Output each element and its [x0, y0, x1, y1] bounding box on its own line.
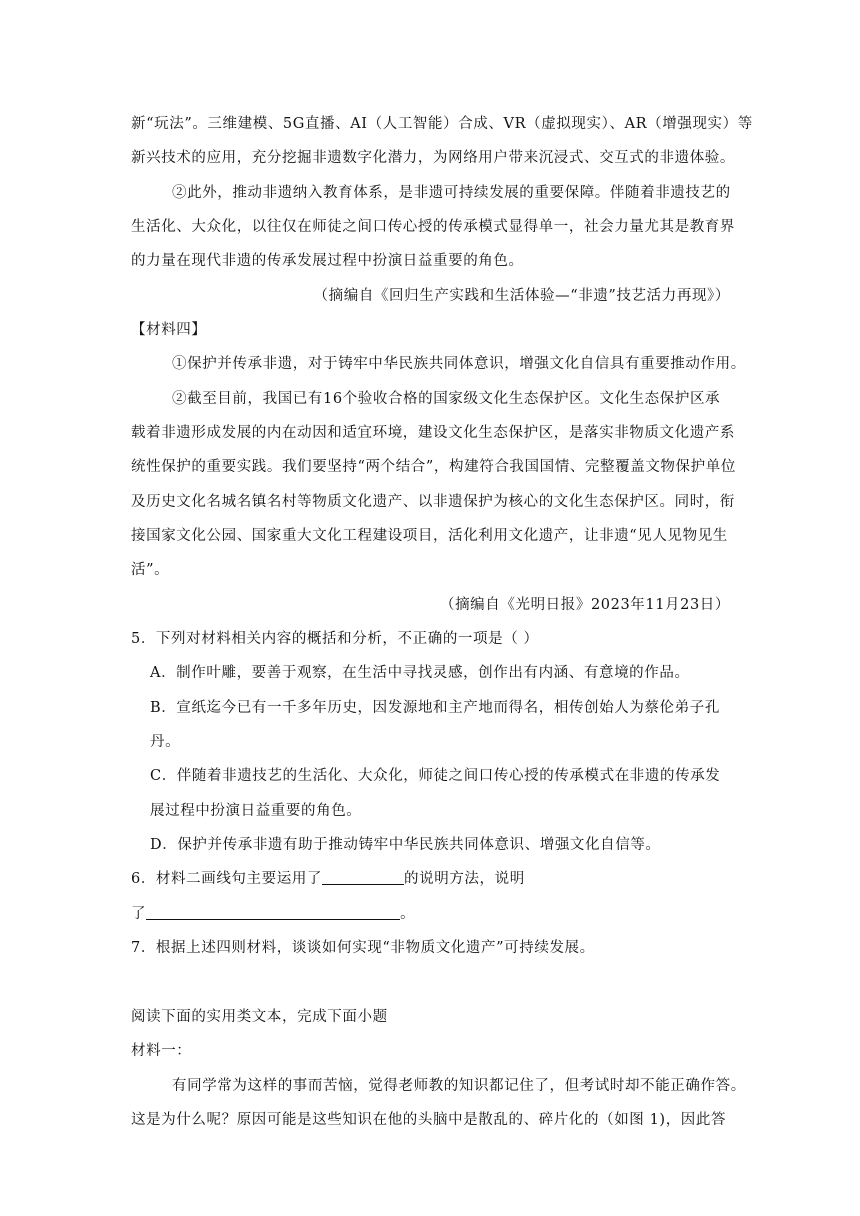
- question-5-option-c-line2: 展过程中扮演日益重要的角色。: [150, 803, 362, 819]
- material4-p2-line1: ②截至目前，我国已有16个验收合格的国家级文化生态保护区。文化生态保护区承: [172, 391, 721, 407]
- question-6-line1: [131, 867, 731, 888]
- material3-source: （摘编自《回归生产实践和生活体验—“非遗”技艺活力再现》）: [313, 288, 730, 304]
- material4-source: （摘编自《光明日报》2023年11月23日）: [439, 597, 730, 613]
- material4-p2-line3: 统性保护的重要实践。我们要坚持“两个结合”，构建符合我国国情、完整覆盖文物保护单位: [131, 459, 736, 475]
- question-5-option-d: D．保护并传承非遗有助于推动铸牢中华民族共同体意识、增强文化自信等。: [150, 837, 661, 853]
- material4-p2-line2: 载着非遗形成发展的内在动因和适宜环境，建设文化生态保护区，是落实非物质文化遗产系: [131, 425, 735, 441]
- material3-p2-line1: ②此外，推动非遗纳入教育体系，是非遗可持续发展的重要保障。伴随着非遗技艺的: [172, 185, 731, 201]
- question-6-line2: [131, 902, 731, 923]
- material4-heading: 【材料四】: [131, 322, 207, 338]
- question-6-blank-1[interactable]: [322, 870, 404, 885]
- question-6-text-2: 的说明方法，说明: [404, 871, 525, 887]
- reading-material1-label: 材料一：: [131, 1043, 192, 1059]
- question-5-option-a: A．制作叶雕，要善于观察，在生活中寻找灵感，创作出有内涵、有意境的作品。: [150, 665, 690, 681]
- material3-p1-line1: 新“玩法”。三维建模、5G直播、AI（人工智能）合成、VR（虚拟现实）、AR（增强现实）等: [131, 116, 753, 132]
- material3-p2-line3: 的力量在现代非遗的传承发展过程中扮演日益重要的角色。: [131, 253, 524, 269]
- question-5-option-c-line1: C．伴随着非遗技艺的生活化、大众化，师徒之间口传心授的传承模式在非遗的传承发: [150, 768, 721, 784]
- question-6-text-3: 了: [131, 906, 147, 922]
- question-7-stem: 7．根据上述四则材料，谈谈如何实现“非物质文化遗产”可持续发展。: [131, 940, 595, 956]
- question-5-option-b-line2: 丹。: [150, 734, 181, 750]
- question-6-blank-2[interactable]: [146, 905, 400, 920]
- reading-material1-line2: 这是为什么呢？原因可能是这些知识在他的头脑中是散乱的、碎片化的（如图 1)，因此答: [131, 1112, 727, 1128]
- reading-instruction: 阅读下面的实用类文本，完成下面小题: [131, 1009, 388, 1025]
- question-5-option-b-line1: B．宣纸迄今已有一千多年历史，因发源地和主产地而得名，相传创始人为蔡伦弟子孔: [150, 700, 720, 716]
- material3-p1-line2: 新兴技术的应用，充分挖掘非遗数字化潜力，为网络用户带来沉浸式、交互式的非遗体验。: [131, 150, 735, 166]
- material4-p2-line5: 接国家文化公园、国家重大文化工程建设项目，活化利用文化遗产，让非遗“见人见物见生: [131, 528, 728, 544]
- question-6-text-4: 。: [400, 906, 416, 922]
- question-6-text-1: 6．材料二画线句主要运用了: [131, 871, 323, 887]
- reading-material1-line1: 有同学常为这样的事而苦恼，觉得老师教的知识都记住了，但考试时却不能正确作答。: [172, 1078, 746, 1094]
- material4-p2-line6: 活”。: [131, 562, 170, 578]
- question-5-stem: 5．下列对材料相关内容的概括和分析，不正确的一项是（ ）: [131, 631, 539, 647]
- material4-p1: ①保护并传承非遗，对于铸牢中华民族共同体意识，增强文化自信具有重要推动作用。: [172, 356, 746, 372]
- material3-p2-line2: 生活化、大众化，以往仅在师徒之间口传心授的传承模式显得单一，社会力量尤其是教育界: [131, 219, 735, 235]
- material4-p2-line4: 及历史文化名城名镇名村等物质文化遗产、以非遗保护为核心的文化生态保护区。同时，衔: [131, 494, 735, 510]
